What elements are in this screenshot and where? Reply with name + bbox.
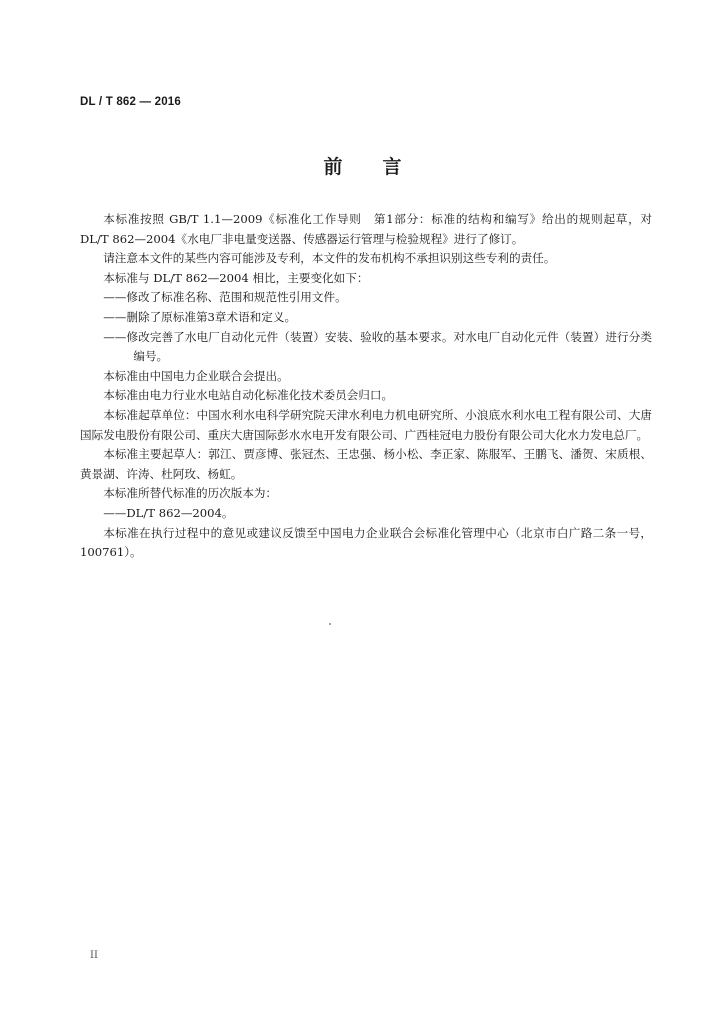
paragraph-technical-committee: 本标准由电力行业水电站自动化标准化技术委员会归口。 (103, 388, 394, 403)
page-title: 前言 (323, 156, 442, 178)
paragraph-drafters: 本标准主要起草人：郭江、贾彦博、张冠杰、王忠强、杨小松、李正家、陈服军、王鹏飞、潘贺、宋质根、黄景湖、许涛、杜阿玫、杨虹。 (80, 447, 652, 481)
paragraph-changes-intro: 本标准与 DL/T 862—2004 相比，主要变化如下： (103, 270, 369, 285)
standard-code-header: DL / T 862 — 2016 (80, 96, 181, 108)
previous-version-item: ——DL/T 862—2004。 (103, 505, 234, 520)
change-item-1: ——修改了标准名称、范围和规范性引用文件。 (103, 290, 347, 305)
paragraph-patent-notice: 请注意本文件的某些内容可能涉及专利，本文件的发布机构不承担识别这些专利的责任。 (103, 251, 556, 266)
paragraph-proposer: 本标准由中国电力企业联合会提出。 (103, 368, 289, 383)
page-number: II (90, 950, 98, 961)
change-item-3: ——修改完善了水电厂自动化元件（装置）安装、验收的基本要求。对水电厂自动化元件（装置）进行分类编号。 (103, 329, 652, 364)
paragraph-drafting-units: 本标准起草单位：中国水利水电科学研究院天津水利电力机电研究所、小浪底水利水电工程有限公司、大唐国际发电股份有限公司、重庆大唐国际彭水水电开发有限公司、广西桂冠电力股份有限公司大化水力发电总厂。 (80, 407, 652, 442)
foreword-body (80, 210, 652, 563)
paragraph-previous-versions: 本标准所替代标准的历次版本为： (103, 486, 278, 501)
paragraph-feedback: 本标准在执行过程中的意见或建议反馈至中国电力企业联合会标准化管理中心（北京市白广路二条一号，100761）。 (80, 525, 652, 560)
scan-dot (329, 623, 331, 625)
paragraph-drafting-rules: 本标准按照 GB/T 1.1—2009《标准化工作导则 第1部分：标准的结构和编写》给出的规则起草，对 DL/T 862—2004《水电厂非电量变送器、传感器运行管理与检验规程》进行了修订。 (80, 212, 652, 246)
change-item-2: ——删除了原标准第3章术语和定义。 (103, 309, 297, 324)
